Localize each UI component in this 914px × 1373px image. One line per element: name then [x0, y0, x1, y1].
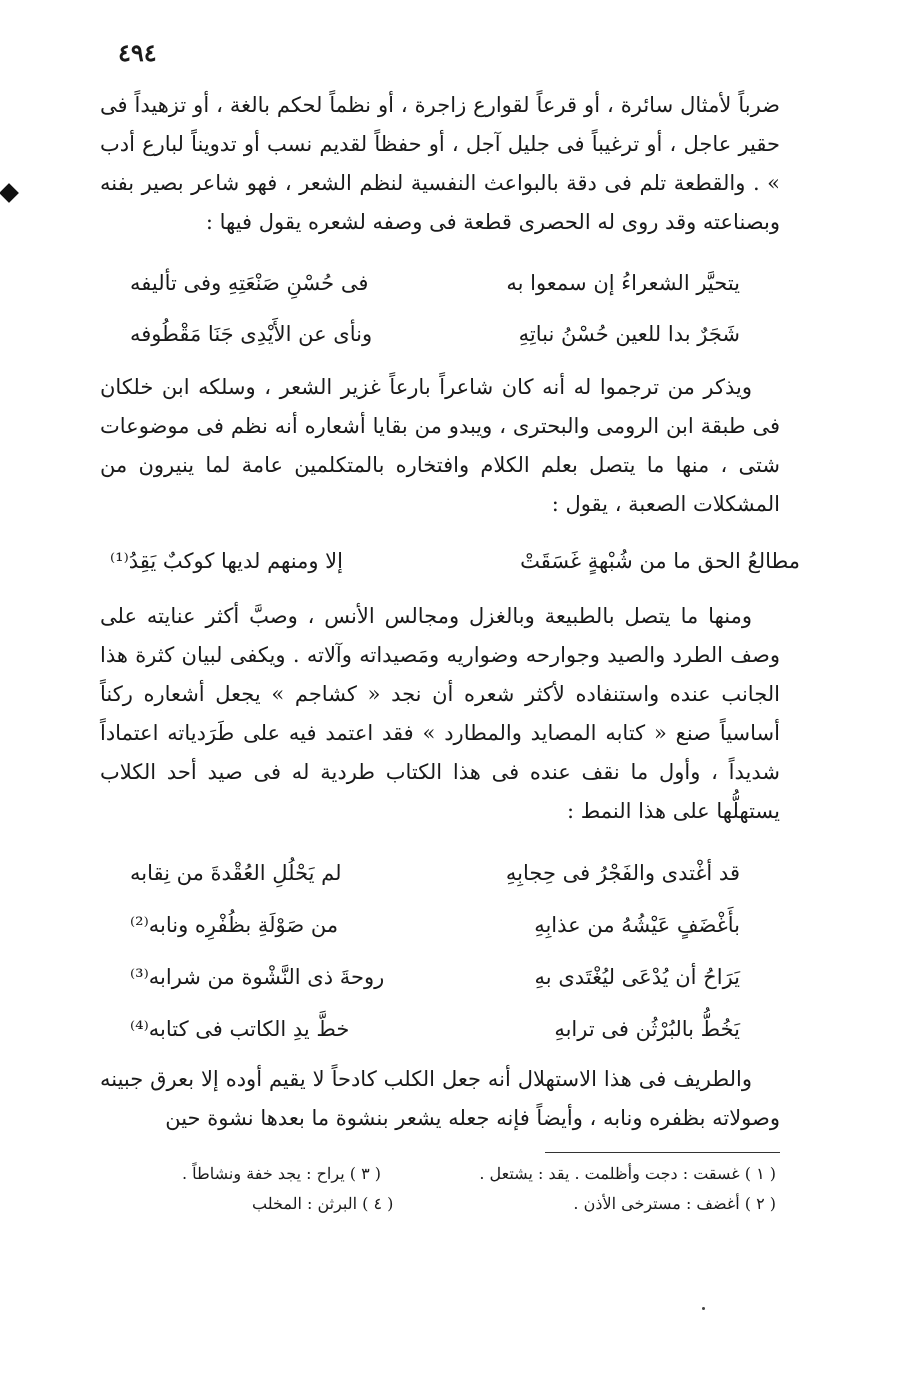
verse-5-first-hemistich: بأَغْضَفٍ عَيْشُهُ من عذابِهِ: [534, 913, 740, 937]
footnote-separator: [545, 1152, 780, 1153]
paragraph-1: [100, 86, 780, 242]
verse-2-first-hemistich: شَجَرٌ بدا للعين حُسْنُ نباتِهِ: [518, 322, 740, 346]
paragraph-2-text: ويذكر من ترجموا له أنه كان شاعراً بارعاً غزير الشعر ، وسلكه ابن خلكان فى طبقة ابن الرومى والبحترى ، ويبدو من بقايا أشعاره أنه نظم فى موضوعات شتى ، منها ما يتصل بعلم الكلام وافتخاره بالمتكلمين عامة لما ينيرون من المشكلات الصعبة ، يقول :: [100, 375, 780, 516]
verse-3-second-hemistich: إلا ومنهم لديها كوكبٌ يَقِدُ⁽¹⁾: [110, 549, 343, 573]
verse-1: [130, 271, 740, 311]
verse-3-first-hemistich: مطالعُ الحق ما من شُبْهةٍ غَسَقَتْ: [520, 549, 800, 573]
verse-1-second-hemistich: فى حُسْنِ صَنْعَتِهِ وفى تأليفه: [130, 271, 369, 295]
verse-4-second-hemistich: لم يَحْلُلِ العُقْدةَ من نِقابه: [130, 861, 342, 885]
footnote-2: ( ٢ ) أغضف : مسترخى الأذن .: [573, 1194, 776, 1213]
footnote-3: ( ٣ ) يراح : يجد خفة ونشاطاً .: [182, 1164, 381, 1183]
verse-2: [130, 322, 740, 362]
verse-2-second-hemistich: ونأى عن الأَيْدِى جَنَا مَقْطُوفه: [130, 322, 373, 346]
verse-5: [130, 913, 740, 953]
verse-6: [130, 965, 740, 1005]
paper-speck: [702, 1307, 705, 1310]
margin-marker: [0, 183, 19, 203]
paragraph-4: [100, 1060, 780, 1138]
footnote-4: ( ٤ ) البرثن : المخلب: [252, 1194, 394, 1213]
verse-1-first-hemistich: يتحيَّر الشعراءُ إن سمعوا به: [506, 271, 740, 295]
footnote-1: ( ١ ) غسقت : دجت وأظلمت . يقد : يشتعل .: [479, 1164, 776, 1183]
verse-6-first-hemistich: يَرَاحُ أن يُدْعَى ليُغْتَدى بهِ: [534, 965, 740, 989]
paragraph-1-text: ضرباً لأمثال سائرة ، أو قرعاً لقوارع زاجرة ، أو نظماً لحكم بالغة ، أو تزهيداً فى حقير عاجل ، أو ترغيباً فى جليل آجل ، أو حفظاً لقديم نسب أو تدويناً لبارع أدب » . والقطعة تلم فى دقة بالبواعث النفسية لنظم الشعر ، فهو شاعر بصير بفنه وبصناعته وقد روى له الحصرى قطعة فى وصفه لشعره يقول فيها :: [100, 93, 780, 234]
verse-5-second-hemistich: من صَوْلَةِ بظُفْرِه ونابه⁽²⁾: [130, 913, 339, 937]
paragraph-3-text: ومنها ما يتصل بالطبيعة وبالغزل ومجالس الأنس ، وصبَّ أكثر عنايته على وصف الطرد والصيد وجوارحه وضواريه ومَصيداته وآلاته . ويكفى لبيان كثرة هذا الجانب عنده واستنفاده لأكثر شعره أن نجد « كشاجم » يجعل أشعاره ركناً أساسياً صنع « كتابه المصايد والمطارد » فقد اعتمد فيه على طَرَدياته اعتماداً شديداً ، وأول ما نقف عنده فى هذا الكتاب طردية له فى صيد أحد الكلاب يستهلُّها على هذا النمط :: [100, 604, 780, 823]
paragraph-3: [100, 597, 780, 831]
verse-7-second-hemistich: خطَّ يدِ الكاتب فى كتابه⁽⁴⁾: [130, 1017, 350, 1041]
paragraph-4-text: والطريف فى هذا الاستهلال أنه جعل الكلب كادحاً لا يقيم أوده إلا بعرق جبينه وصولاته بظفره ونابه ، وأيضاً فإنه جعله يشعر بنشوة ما بعدها نشوة حين: [100, 1067, 780, 1130]
verse-4: [130, 861, 740, 901]
verse-6-second-hemistich: روحةَ ذى النَّشْوة من شرابه⁽³⁾: [130, 965, 385, 989]
verse-7-first-hemistich: يَخُطُّ بالبُرْثُن فى ترابهِ: [554, 1017, 740, 1041]
verse-4-first-hemistich: قد أغْتدى والفَجْرُ فى حِجابِهِ: [505, 861, 740, 885]
verse-7: [130, 1017, 740, 1057]
verse-3: [110, 549, 800, 589]
page-number: ٤٩٤: [118, 38, 157, 67]
paragraph-2: [100, 368, 780, 524]
